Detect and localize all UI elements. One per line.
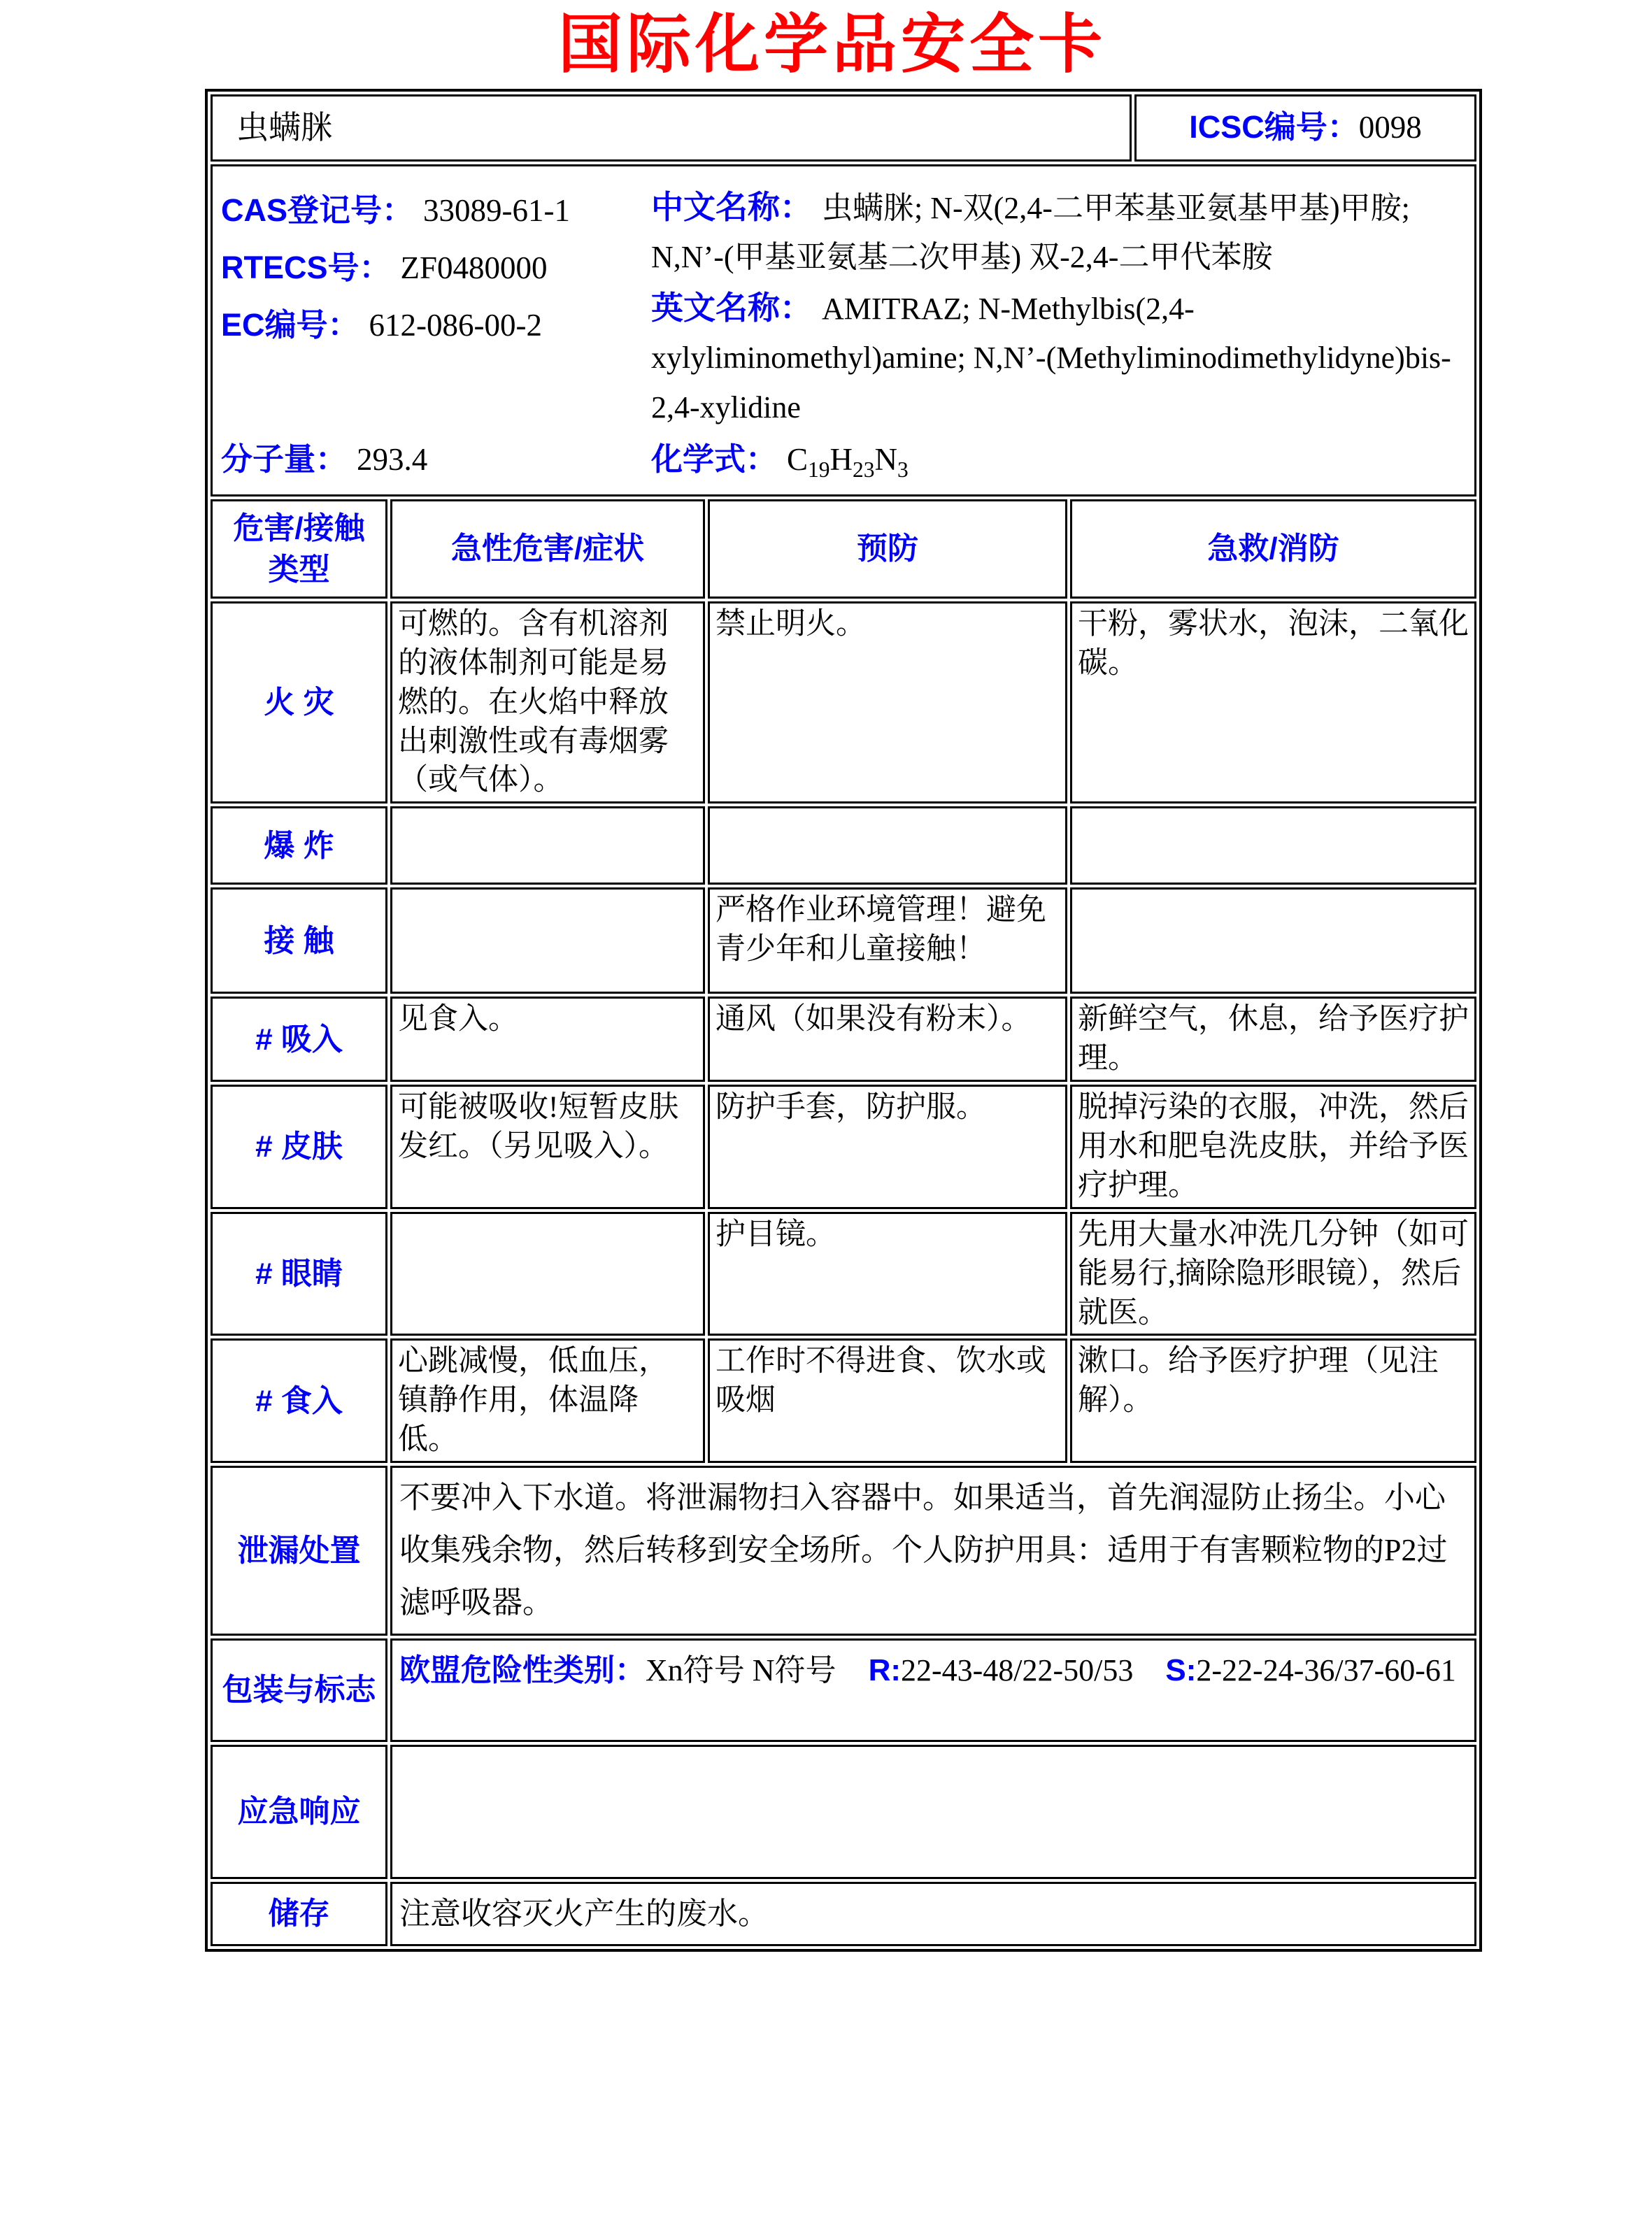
cas-value: 33089-61-1 bbox=[423, 192, 570, 228]
storage-content: 注意收容灭火产生的废水。 bbox=[390, 1882, 1476, 1947]
chemical-name-cell bbox=[211, 94, 1132, 162]
explosion-response bbox=[1070, 806, 1476, 885]
cas-label: CAS登记号： bbox=[221, 192, 414, 228]
packaging-content bbox=[390, 1638, 1476, 1742]
storage-label: 储存 bbox=[211, 1882, 387, 1947]
rtecs-label: RTECS号： bbox=[221, 249, 391, 285]
contact-response bbox=[1070, 887, 1476, 994]
contact-label: 接 触 bbox=[211, 887, 387, 994]
fire-label: 火 灾 bbox=[211, 601, 387, 804]
hazard-row-inhalation bbox=[211, 997, 1476, 1082]
hazard-row-eyes bbox=[211, 1212, 1476, 1336]
identity-cell bbox=[211, 164, 1476, 497]
icsc-number-label: ICSC编号： bbox=[1189, 109, 1359, 145]
contact-prevention: 严格作业环境管理！避免青少年和儿童接触！ bbox=[708, 887, 1067, 994]
hazard-row-fire bbox=[211, 601, 1476, 804]
hazard-header-row bbox=[211, 499, 1476, 599]
hazard-row-explosion bbox=[211, 806, 1476, 885]
header-symptoms: 急性危害/症状 bbox=[390, 499, 705, 599]
header-response: 急救/消防 bbox=[1070, 499, 1476, 599]
header-prevention: 预防 bbox=[708, 499, 1067, 599]
eyes-response: 先用大量水冲洗几分钟（如可能易行,摘除隐形眼镜），然后就医。 bbox=[1070, 1212, 1476, 1336]
eyes-symptoms bbox=[390, 1212, 705, 1336]
emergency-label: 应急响应 bbox=[211, 1745, 387, 1879]
inhalation-label: # 吸入 bbox=[211, 997, 387, 1082]
chinese-name-label: 中文名称： bbox=[651, 188, 812, 225]
registry-ids-block bbox=[221, 182, 651, 432]
icsc-number-value: 0098 bbox=[1358, 110, 1422, 145]
molecular-weight-label: 分子量： bbox=[221, 441, 348, 477]
explosion-symptoms bbox=[390, 806, 705, 885]
hazard-row-ingestion bbox=[211, 1338, 1476, 1463]
chemical-formula: 化学式： $C_{19}H_{23}N_3$ bbox=[651, 441, 909, 482]
ingestion-prevention: 工作时不得进食、饮水或吸烟 bbox=[708, 1338, 1067, 1463]
ingestion-response: 漱口。给予医疗护理（见注解）。 bbox=[1070, 1338, 1476, 1463]
r-phrases-label: R: bbox=[868, 1652, 901, 1687]
ec-label: EC编号： bbox=[221, 306, 359, 343]
skin-symptoms: 可能被吸收!短暂皮肤发红。（另见吸入）。 bbox=[390, 1085, 705, 1209]
chinese-name-paragraph bbox=[651, 182, 1465, 283]
ec-number-line bbox=[221, 297, 651, 354]
section-row-emergency bbox=[211, 1745, 1476, 1879]
ec-value: 612-086-00-2 bbox=[369, 307, 542, 343]
icsc-card-table bbox=[205, 89, 1482, 1952]
molecular-weight-value: 293.4 bbox=[357, 441, 428, 477]
section-row-storage bbox=[211, 1882, 1476, 1947]
skin-response: 脱掉污染的衣服，冲洗，然后用水和肥皂洗皮肤，并给予医疗护理。 bbox=[1070, 1085, 1476, 1209]
english-name-value: AMITRAZ; N-Methylbis(2,4-xylyliminomethyl)amine; N,N’-(Methyliminodimethylidyne)bis-2,4-xylidine bbox=[651, 291, 1451, 424]
hazard-row-skin bbox=[211, 1085, 1476, 1209]
skin-prevention: 防护手套，防护服。 bbox=[708, 1085, 1067, 1209]
explosion-label: 爆 炸 bbox=[211, 806, 387, 885]
name-row bbox=[211, 94, 1476, 162]
hazard-row-contact bbox=[211, 887, 1476, 994]
ingestion-symptoms: 心跳减慢，低血压，镇静作用，体温降低。 bbox=[390, 1338, 705, 1463]
identity-columns bbox=[221, 182, 1465, 432]
section-row-spill bbox=[211, 1466, 1476, 1635]
r-phrases-value: 22-43-48/22-50/53 bbox=[901, 1652, 1134, 1687]
chemical-names-block bbox=[651, 182, 1465, 432]
chemical-formula-label: 化学式： bbox=[651, 441, 778, 477]
s-phrases-label: S: bbox=[1165, 1652, 1197, 1687]
s-phrases-value: 2-22-24-36/37-60-61 bbox=[1196, 1652, 1456, 1687]
chemical-name: 虫螨脒 bbox=[236, 109, 333, 145]
emergency-content bbox=[390, 1745, 1476, 1879]
fire-prevention: 禁止明火。 bbox=[708, 601, 1067, 804]
identity-row bbox=[211, 164, 1476, 497]
packaging-label: 包装与标志 bbox=[211, 1638, 387, 1742]
spill-label: 泄漏处置 bbox=[211, 1466, 387, 1635]
rtecs-number-line bbox=[221, 239, 651, 297]
inhalation-prevention: 通风（如果没有粉末）。 bbox=[708, 997, 1067, 1082]
eyes-label: # 眼睛 bbox=[211, 1212, 387, 1336]
skin-label: # 皮肤 bbox=[211, 1085, 387, 1209]
section-row-packaging bbox=[211, 1638, 1476, 1742]
english-name-paragraph bbox=[651, 283, 1465, 432]
ingestion-label: # 食入 bbox=[211, 1338, 387, 1463]
fire-response: 干粉，雾状水，泡沫，二氧化碳。 bbox=[1070, 601, 1476, 804]
inhalation-symptoms: 见食入。 bbox=[390, 997, 705, 1082]
contact-symptoms bbox=[390, 887, 705, 994]
card-title: 国际化学品安全卡 bbox=[557, 9, 1106, 80]
fire-symptoms: 可燃的。含有机溶剂的液体制剂可能是易燃的。在火焰中释放出刺激性或有毒烟雾（或气体）。 bbox=[390, 601, 705, 804]
english-name-label: 英文名称： bbox=[651, 289, 812, 326]
molecular-weight bbox=[221, 439, 651, 485]
eyes-prevention: 护目镜。 bbox=[708, 1212, 1067, 1336]
eu-hazard-symbols: Xn符号 N符号 bbox=[646, 1652, 836, 1687]
spill-content: 不要冲入下水道。将泄漏物扫入容器中。如果适当，首先润湿防止扬尘。小心收集残余物，然后转移到安全场所。个人防护用具：适用于有害颗粒物的P2过滤呼吸器。 bbox=[390, 1466, 1476, 1635]
inhalation-response: 新鲜空气，休息，给予医疗护理。 bbox=[1070, 997, 1476, 1082]
chinese-name-value: 虫螨脒; N-双(2,4-二甲苯基亚氨基甲基)甲胺; N,N’-(甲基亚氨基二次甲基) 双-2,4-二甲代苯胺 bbox=[651, 190, 1410, 275]
explosion-prevention bbox=[708, 806, 1067, 885]
icsc-number-cell bbox=[1134, 94, 1476, 162]
header-hazard-type: 危害/接触类型 bbox=[211, 499, 387, 599]
rtecs-value: ZF0480000 bbox=[400, 250, 548, 285]
molecular-row bbox=[221, 439, 1465, 485]
eu-hazard-class-label: 欧盟危险性类别： bbox=[399, 1652, 646, 1687]
cas-number-line bbox=[221, 182, 651, 239]
